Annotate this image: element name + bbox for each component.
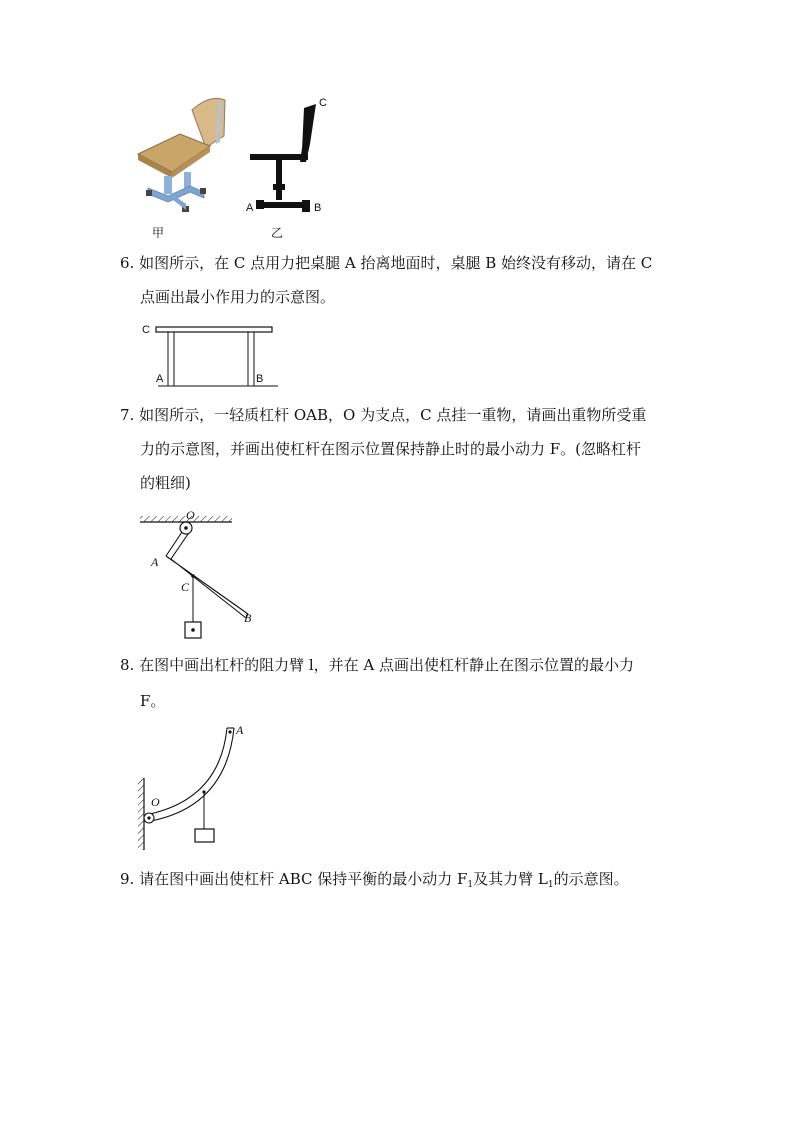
question-7-text: 如图所示，一轻质杠杆 OAB，O 为支点，C 点挂一重物，请画出重物所受重 (139, 406, 647, 424)
curved-lever-figure (136, 722, 266, 854)
question-8-number: 8. (120, 656, 135, 674)
lever8-point-a: A (236, 723, 244, 737)
question-8-line1 (120, 648, 634, 682)
table-point-a: A (156, 373, 164, 385)
label-jia: 甲 (152, 226, 165, 240)
lever7-point-a: A (151, 555, 159, 569)
chair-photo-figure (130, 92, 240, 222)
question-9-sub-1: 1 (467, 880, 474, 890)
table-point-c: C (142, 324, 150, 336)
chair-silhouette-figure (244, 98, 334, 218)
table-figure (150, 322, 284, 392)
question-6-number: 6. (120, 254, 135, 272)
question-9-text-b: 及其力臂 L (473, 870, 548, 888)
chair-point-b: B (314, 202, 322, 214)
question-9-sub-2: 1 (547, 880, 554, 890)
question-9-text-c: 的示意图。 (553, 870, 629, 888)
question-8-text: 在图中画出杠杆的阻力臂 l，并在 A 点画出使杠杆静止在图示位置的最小力 (139, 656, 635, 674)
question-9-text-a: 请在图中画出使杠杆 ABC 保持平衡的最小动力 F (139, 870, 468, 888)
label-yi: 乙 (271, 226, 284, 240)
table-point-b: B (256, 373, 264, 385)
question-6-text: 如图所示，在 C 点用力把桌腿 A 抬离地面时，桌腿 B 始终没有移动，请在 C (139, 254, 653, 272)
lever7-point-c: C (181, 580, 190, 594)
question-7-line3: 的粗细) (140, 474, 191, 492)
chair-point-c: C (319, 97, 327, 109)
question-7-line2: 力的示意图，并画出使杠杆在图示位置保持静止时的最小动力 F。(忽略杠杆 (140, 440, 642, 458)
question-6-line2: 点画出最小作用力的示意图。 (140, 288, 336, 306)
question-8-line2: F。 (140, 692, 166, 710)
lever7-point-b: B (244, 611, 252, 625)
question-7-line1 (120, 398, 646, 432)
question-9-line (120, 862, 629, 902)
question-6-line1 (120, 246, 652, 280)
question-7-number: 7. (120, 406, 135, 424)
lever7-point-o: O (186, 508, 195, 522)
lever8-point-o: O (151, 795, 160, 809)
question-9-number: 9. (120, 870, 135, 888)
chair-point-a: A (246, 202, 254, 214)
